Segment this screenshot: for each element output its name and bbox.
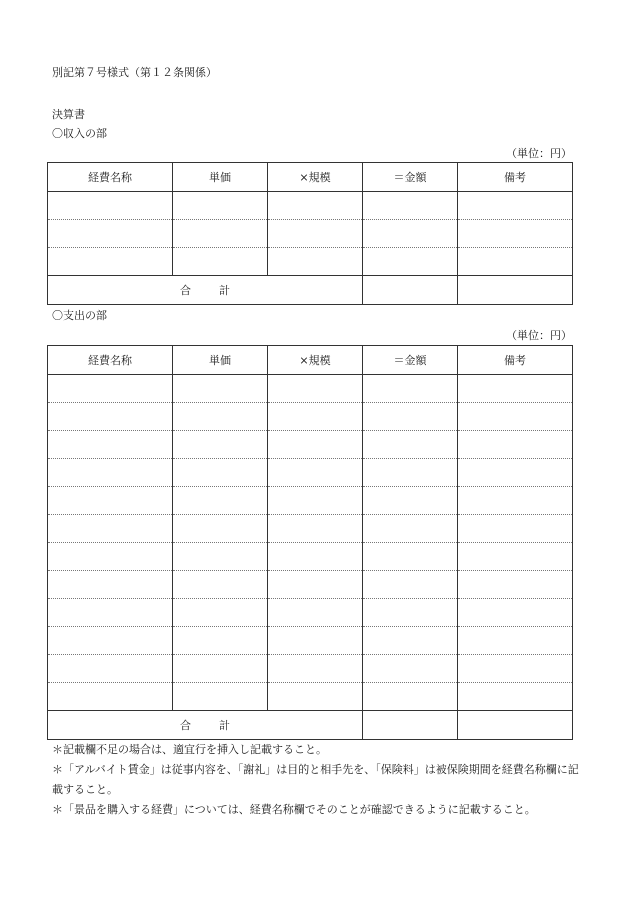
expense-remarks-cell[interactable] bbox=[458, 571, 573, 599]
income-table-row bbox=[48, 248, 573, 276]
expense-remarks-cell[interactable] bbox=[458, 459, 573, 487]
expense-remarks-cell[interactable] bbox=[458, 655, 573, 683]
column-header-unit-price: 単価 bbox=[173, 346, 268, 375]
expense-expense-name-cell[interactable] bbox=[48, 375, 173, 403]
expense-table bbox=[47, 345, 573, 740]
expense-table-row bbox=[48, 655, 573, 683]
expense-header-row bbox=[48, 346, 573, 375]
expense-table-row bbox=[48, 599, 573, 627]
expense-amount-cell[interactable] bbox=[363, 599, 458, 627]
expense-remarks-cell[interactable] bbox=[458, 515, 573, 543]
column-header-scale: ×規模 bbox=[268, 346, 363, 375]
expense-remarks-cell[interactable] bbox=[458, 375, 573, 403]
expense-amount-cell[interactable] bbox=[363, 431, 458, 459]
income-section-title: 〇収入の部 bbox=[52, 127, 107, 140]
expense-table-row bbox=[48, 627, 573, 655]
expense-scale-cell[interactable] bbox=[268, 683, 363, 711]
expense-remarks-cell[interactable] bbox=[458, 599, 573, 627]
expense-remarks-cell[interactable] bbox=[458, 487, 573, 515]
expense-remarks-cell[interactable] bbox=[458, 627, 573, 655]
income-remarks-cell[interactable] bbox=[458, 248, 573, 276]
income-remarks-cell[interactable] bbox=[458, 192, 573, 220]
expense-total-row bbox=[48, 711, 573, 740]
income-unit-price-cell[interactable] bbox=[173, 248, 268, 276]
column-header-amount: ＝金額 bbox=[363, 346, 458, 375]
document-title: 決算書 bbox=[52, 108, 85, 121]
income-total-amount-cell[interactable] bbox=[363, 276, 458, 305]
income-table-row bbox=[48, 220, 573, 248]
expense-unit-price-cell[interactable] bbox=[173, 375, 268, 403]
expense-scale-cell[interactable] bbox=[268, 459, 363, 487]
income-unit-price-cell[interactable] bbox=[173, 220, 268, 248]
expense-table-row bbox=[48, 459, 573, 487]
expense-table-row bbox=[48, 403, 573, 431]
note-2: ＊「アルバイト賃金」は従事内容を、「謝礼」は目的と相手先を、「保険料」は被保険期間を経費名称欄に記載すること。 bbox=[52, 763, 579, 796]
expense-table-row bbox=[48, 431, 573, 459]
note-3: ＊「景品を購入する経費」については、経費名称欄でそのことが確認できるように記載すること。 bbox=[52, 803, 536, 816]
expense-scale-cell[interactable] bbox=[268, 599, 363, 627]
expense-section-title: 〇支出の部 bbox=[52, 309, 107, 322]
income-unit-price-cell[interactable] bbox=[173, 192, 268, 220]
income-amount-cell[interactable] bbox=[363, 192, 458, 220]
expense-unit-label: （単位：円） bbox=[506, 329, 572, 342]
expense-unit-price-cell[interactable] bbox=[173, 487, 268, 515]
expense-expense-name-cell[interactable] bbox=[48, 571, 173, 599]
note-1: ＊記載欄不足の場合は、適宜行を挿入し記載すること。 bbox=[52, 743, 327, 756]
expense-expense-name-cell[interactable] bbox=[48, 683, 173, 711]
income-amount-cell[interactable] bbox=[363, 220, 458, 248]
expense-expense-name-cell[interactable] bbox=[48, 627, 173, 655]
expense-amount-cell[interactable] bbox=[363, 403, 458, 431]
column-header-remarks: 備考 bbox=[458, 163, 573, 192]
income-expense-name-cell[interactable] bbox=[48, 248, 173, 276]
expense-amount-cell[interactable] bbox=[363, 543, 458, 571]
notes bbox=[52, 740, 582, 820]
expense-total-label: 合 計 bbox=[48, 711, 363, 740]
expense-scale-cell[interactable] bbox=[268, 543, 363, 571]
expense-table-row bbox=[48, 375, 573, 403]
expense-unit-price-cell[interactable] bbox=[173, 571, 268, 599]
expense-scale-cell[interactable] bbox=[268, 655, 363, 683]
income-amount-cell[interactable] bbox=[363, 248, 458, 276]
expense-unit-price-cell[interactable] bbox=[173, 599, 268, 627]
expense-amount-cell[interactable] bbox=[363, 627, 458, 655]
expense-table-row bbox=[48, 683, 573, 711]
income-total-label: 合 計 bbox=[48, 276, 363, 305]
expense-expense-name-cell[interactable] bbox=[48, 487, 173, 515]
expense-remarks-cell[interactable] bbox=[458, 431, 573, 459]
expense-table-row bbox=[48, 571, 573, 599]
income-unit-label: （単位：円） bbox=[506, 147, 572, 160]
expense-amount-cell[interactable] bbox=[363, 459, 458, 487]
column-header-unit-price: 単価 bbox=[173, 163, 268, 192]
column-header-expense-name: 経費名称 bbox=[48, 346, 173, 375]
expense-scale-cell[interactable] bbox=[268, 403, 363, 431]
expense-scale-cell[interactable] bbox=[268, 431, 363, 459]
expense-expense-name-cell[interactable] bbox=[48, 431, 173, 459]
expense-amount-cell[interactable] bbox=[363, 655, 458, 683]
column-header-amount: ＝金額 bbox=[363, 163, 458, 192]
expense-scale-cell[interactable] bbox=[268, 375, 363, 403]
expense-amount-cell[interactable] bbox=[363, 515, 458, 543]
expense-total-remarks-cell[interactable] bbox=[458, 711, 573, 740]
income-scale-cell[interactable] bbox=[268, 192, 363, 220]
expense-unit-price-cell[interactable] bbox=[173, 543, 268, 571]
income-total-row bbox=[48, 276, 573, 305]
expense-expense-name-cell[interactable] bbox=[48, 403, 173, 431]
column-header-scale: ×規模 bbox=[268, 163, 363, 192]
income-scale-cell[interactable] bbox=[268, 220, 363, 248]
expense-total-amount-cell[interactable] bbox=[363, 711, 458, 740]
income-remarks-cell[interactable] bbox=[458, 220, 573, 248]
expense-expense-name-cell[interactable] bbox=[48, 599, 173, 627]
income-total-remarks-cell[interactable] bbox=[458, 276, 573, 305]
income-expense-name-cell[interactable] bbox=[48, 192, 173, 220]
expense-expense-name-cell[interactable] bbox=[48, 459, 173, 487]
expense-unit-price-cell[interactable] bbox=[173, 655, 268, 683]
expense-unit-price-cell[interactable] bbox=[173, 515, 268, 543]
income-header-row bbox=[48, 163, 573, 192]
column-header-remarks: 備考 bbox=[458, 346, 573, 375]
income-table bbox=[47, 162, 573, 305]
expense-unit-price-cell[interactable] bbox=[173, 403, 268, 431]
expense-amount-cell[interactable] bbox=[363, 571, 458, 599]
column-header-expense-name: 経費名称 bbox=[48, 163, 173, 192]
expense-amount-cell[interactable] bbox=[363, 683, 458, 711]
expense-expense-name-cell[interactable] bbox=[48, 515, 173, 543]
expense-remarks-cell[interactable] bbox=[458, 403, 573, 431]
expense-expense-name-cell[interactable] bbox=[48, 543, 173, 571]
expense-remarks-cell[interactable] bbox=[458, 543, 573, 571]
expense-scale-cell[interactable] bbox=[268, 515, 363, 543]
expense-unit-price-cell[interactable] bbox=[173, 459, 268, 487]
form-reference: 別記第７号様式（第１２条関係） bbox=[52, 66, 217, 79]
income-table-row bbox=[48, 192, 573, 220]
expense-amount-cell[interactable] bbox=[363, 487, 458, 515]
expense-expense-name-cell[interactable] bbox=[48, 655, 173, 683]
expense-scale-cell[interactable] bbox=[268, 571, 363, 599]
expense-unit-price-cell[interactable] bbox=[173, 627, 268, 655]
expense-table-row bbox=[48, 487, 573, 515]
expense-unit-price-cell[interactable] bbox=[173, 683, 268, 711]
expense-unit-price-cell[interactable] bbox=[173, 431, 268, 459]
income-scale-cell[interactable] bbox=[268, 248, 363, 276]
income-expense-name-cell[interactable] bbox=[48, 220, 173, 248]
expense-table-row bbox=[48, 515, 573, 543]
expense-table-row bbox=[48, 543, 573, 571]
expense-scale-cell[interactable] bbox=[268, 487, 363, 515]
expense-amount-cell[interactable] bbox=[363, 375, 458, 403]
expense-scale-cell[interactable] bbox=[268, 627, 363, 655]
expense-remarks-cell[interactable] bbox=[458, 683, 573, 711]
